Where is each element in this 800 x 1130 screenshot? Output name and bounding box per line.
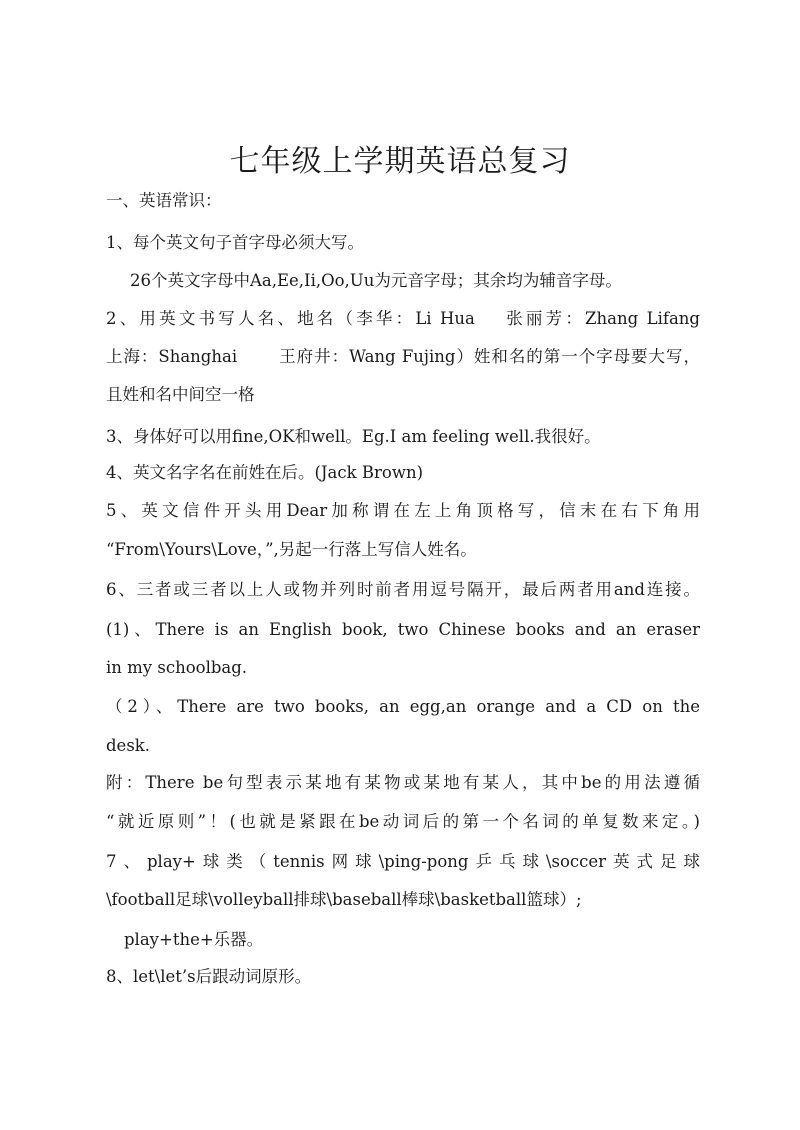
rule-1-text: 1、每个英文句子首字母必须大写。 (106, 233, 364, 252)
rule-4-text: 4、英文名字名在前姓在后。(Jack Brown) (106, 463, 424, 482)
rule-1-note: 26个英文字母中Aa,Ee,Ii,Oo,Uu为元音字母；其余均为辅音字母。 (130, 271, 622, 290)
rule-5-text-line-2: “From\Yours\Love，”,另起一行落上写信人姓名。 (106, 540, 477, 559)
rule-8-text: 8、let\let’s后跟动词原形。 (106, 967, 312, 986)
example-2-line-2: desk. (106, 736, 151, 755)
rule-2-text-line-1: 2、用英文书写人名、地名（李华：Li Hua 张丽芳：Zhang Lifang (106, 309, 700, 328)
document-title: 七年级上学期英语总复习 (229, 144, 571, 179)
rule-5-text-line-1: 5、英文信件开头用Dear加称谓在左上角顶格写，信末在右下角用 (106, 501, 700, 520)
appendix-line-2: “就近原则”！(也就是紧跟在be动词后的第一个名词的单复数来定。) (106, 812, 700, 831)
section-heading-english-basics: 一、英语常识： (106, 191, 222, 210)
rule-7-text-line-1: 7、play+球类（tennis网球\ping-pong乒乓球\soccer英式足球 (106, 852, 700, 871)
example-2-line-1: （2）、There are two books, an egg,an orange and a CD on the (106, 697, 700, 716)
example-1-line-1: (1)、There is an English book, two Chinese books and an eraser (106, 620, 700, 639)
example-1-line-2: in my schoolbag. (106, 658, 248, 677)
rule-6-text: 6、三者或三者以上人或物并列时前者用逗号隔开，最后两者用and连接。 (106, 580, 700, 599)
rule-7-text-line-3: play+the+乐器。 (124, 930, 264, 949)
rule-3-text: 3、身体好可以用fine,OK和well。Eg.I am feeling well.我很好。 (106, 427, 601, 446)
rule-2-text-line-3: 且姓和名中间空一格 (106, 385, 255, 404)
appendix-line-1: 附：There be句型表示某地有某物或某地有某人，其中be的用法遵循 (106, 773, 700, 792)
rule-7-text-line-2: \football足球\volleyball排球\baseball棒球\basketball篮球）; (106, 890, 582, 909)
rule-2-text-line-2: 上海：Shanghai 王府井：Wang Fujing）姓和名的第一个字母要大写， (106, 347, 700, 366)
